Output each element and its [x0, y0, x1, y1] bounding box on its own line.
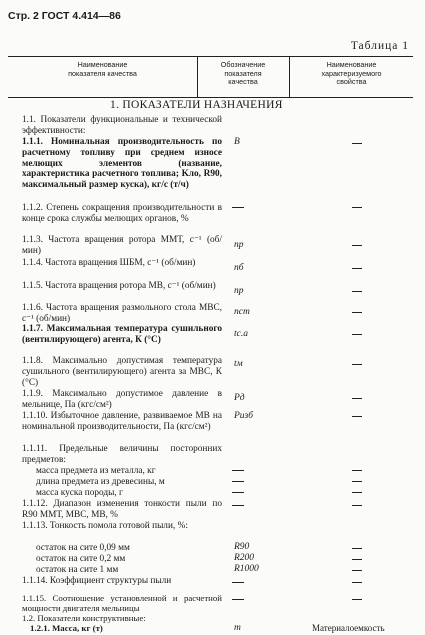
- row-text: 1.1.8. Максимально допустимая температура сушильного (вентилирующего) агента за МВС, К (°С): [22, 356, 222, 388]
- row-symbol: m: [234, 623, 241, 633]
- row-dash: [352, 505, 362, 506]
- row-subitem: остаток на сите 1 мм: [36, 565, 119, 575]
- row-symbol: R90: [234, 542, 250, 552]
- row-dash: [352, 582, 362, 583]
- row-subitem: масса куска породы, г: [36, 488, 123, 498]
- row-dash: [352, 334, 362, 335]
- row-symbol: Pд: [234, 393, 245, 403]
- table-header: [8, 56, 413, 98]
- row-dash: [352, 312, 362, 313]
- page-header: Стр. 2 ГОСТ 4.414—86: [8, 10, 121, 22]
- row-dash: [352, 470, 362, 471]
- row-dash: [232, 505, 244, 506]
- row-symbol: Pизб: [234, 411, 254, 421]
- row-dash: [352, 570, 362, 571]
- row-text: 1.1.13. Тонкость помола готовой пыли, %:: [22, 521, 188, 531]
- column-header-property: Наименование характеризуемого свойства: [321, 60, 382, 87]
- row-text: 1.2.1. Масса, кг (т): [30, 623, 103, 633]
- row-text: 1.1.10. Избыточное давление, развиваемое МВ на номинальной производительности, Па (кгс/см²): [22, 411, 222, 432]
- row-subitem: длина предмета из древесины, м: [36, 477, 165, 487]
- row-text: 1.1.5. Частота вращения ротора МВ, с⁻¹ (об/мин): [22, 281, 216, 291]
- row-dash: [352, 548, 362, 549]
- row-symbol: B: [234, 137, 240, 147]
- row-symbol: R200: [234, 553, 255, 563]
- row-dash: [352, 268, 362, 269]
- row-text: 1.1.3. Частота вращения ротора ММТ, с⁻¹ (об/мин): [22, 235, 222, 256]
- table-title: Таблица 1: [350, 40, 409, 52]
- row-dash: [232, 481, 244, 482]
- row-dash: [352, 398, 362, 399]
- row-dash: [232, 599, 244, 600]
- row-text: 1.2. Показатели конструктивные:: [22, 613, 146, 623]
- row-symbol: nст: [234, 307, 250, 317]
- row-text: 1.1.12. Диапазон изменения тонкости пыли по R90 ММТ, МВС, МВ, %: [22, 499, 222, 520]
- row-text: 1.1.7. Максимальная температура сушильного (вентилирующего) агента, К (°С): [22, 324, 222, 345]
- row-dash: [352, 291, 362, 292]
- row-text: 1.1. Показатели функциональные и технической эффективности:: [22, 115, 222, 136]
- row-dash: [352, 416, 362, 417]
- row-text: 1.1.14. Коэффициент структуры пыли: [22, 576, 172, 586]
- row-dash: [352, 492, 362, 493]
- row-dash: [352, 559, 362, 560]
- row-subitem: остаток на сите 0,2 мм: [36, 554, 126, 564]
- row-symbol: tм: [234, 359, 243, 369]
- row-dash: [352, 481, 362, 482]
- row-dash: [232, 207, 244, 208]
- section-title: 1. ПОКАЗАТЕЛИ НАЗНАЧЕНИЯ: [110, 99, 283, 111]
- row-dash: [352, 143, 362, 144]
- row-dash: [352, 599, 362, 600]
- row-text: 1.1.1. Номинальная производительность по расчетному топливу при среднем износе мелющих элементов (название, характеристика расчетного топлива; Kлo, R90, максимальный размер куска), кг/с (т/ч): [22, 137, 222, 191]
- row-property: Материалоемкость: [312, 623, 385, 633]
- row-text: 1.1.11. Предельные величины посторонних предметов:: [22, 444, 222, 465]
- row-dash: [352, 364, 362, 365]
- row-text: 1.1.4. Частота вращения ШБМ, с⁻¹ (об/мин): [22, 258, 196, 268]
- row-dash: [352, 245, 362, 246]
- row-text: 1.1.2. Степень сокращения производительности в конце срока службы мелющих органов, %: [22, 203, 222, 224]
- row-dash: [232, 470, 244, 471]
- row-text: 1.1.9. Максимально допустимое давление в мельнице, Па (кгс/см²): [22, 389, 222, 410]
- row-text: 1.1.15. Соотношение установленной и расчетной мощности двигателя мельницы: [22, 593, 222, 613]
- row-symbol: R1000: [234, 564, 259, 574]
- column-header-name: Наименование показателя качества: [68, 60, 137, 78]
- row-subitem: масса предмета из металла, кг: [36, 466, 156, 476]
- row-subitem: остаток на сите 0,09 мм: [36, 543, 130, 553]
- row-dash: [232, 492, 244, 493]
- row-dash: [232, 582, 244, 583]
- row-symbol: nр: [234, 240, 244, 250]
- row-text: 1.1.6. Частота вращения размольного стола МВС, с⁻¹ (об/мин): [22, 303, 222, 324]
- row-symbol: tс.а: [234, 329, 248, 339]
- row-dash: [352, 207, 362, 208]
- row-symbol: nр: [234, 286, 244, 296]
- column-header-symbol: Обозначение показателя качества: [220, 60, 266, 87]
- row-symbol: nб: [234, 263, 244, 273]
